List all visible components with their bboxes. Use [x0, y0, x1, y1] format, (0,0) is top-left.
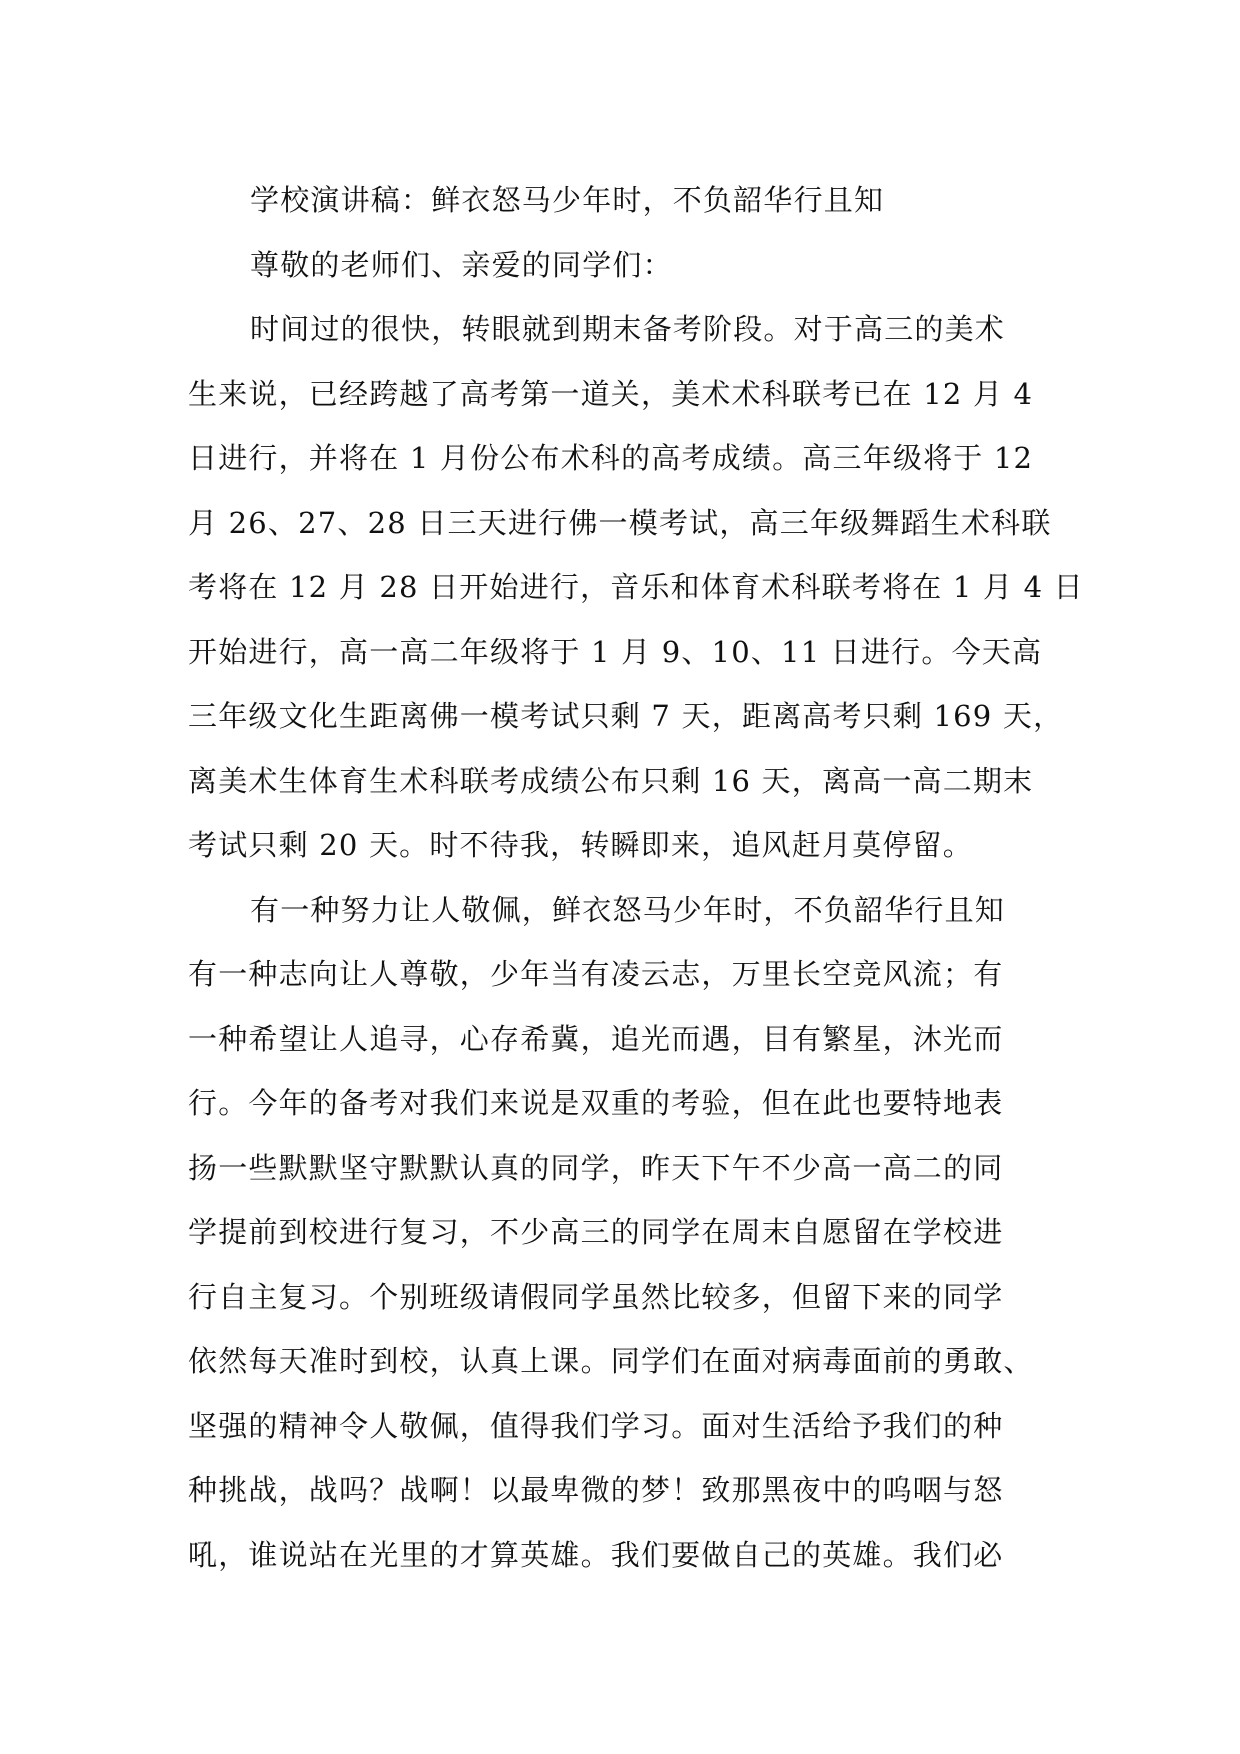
body-text-line: 依然每天准时到校，认真上课。同学们在面对病毒面前的勇敢、: [188, 1344, 1034, 1378]
body-text-line: 一种希望让人追寻，心存希冀，追光而遇，目有繁星，沐光而: [188, 1021, 1004, 1056]
body-text-line: 种挑战，战吗？战啊！以最卑微的梦！致那黑夜中的呜咽与怒: [188, 1473, 1004, 1507]
body-text-line: 日进行，并将在 1 月份公布术科的高考成绩。高三年级将于 12: [188, 441, 1034, 475]
body-text-line: 考将在 12 月 28 日开始进行，音乐和体育术科联考将在 1 月 4 日: [188, 570, 1084, 604]
body-text-line: 行自主复习。个别班级请假同学虽然比较多，但留下来的同学: [188, 1279, 1004, 1314]
body-text-line: 学提前到校进行复习，不少高三的同学在周末自愿留在学校进: [188, 1215, 1004, 1249]
body-text-line: 吼，谁说站在光里的才算英雄。我们要做自己的英雄。我们必: [188, 1537, 1004, 1572]
document-body: [188, 168, 1084, 1587]
body-text-line: 开始进行，高一高二年级将于 1 月 9、10、11 日进行。今天高: [188, 634, 1043, 669]
body-text-line: 三年级文化生距离佛一模考试只剩 7 天，距离高考只剩 169 天，: [188, 699, 1064, 733]
body-text-line: 行。今年的备考对我们来说是双重的考验，但在此也要特地表: [188, 1086, 1004, 1120]
body-text-line: 月 26、27、28 日三天进行佛一模考试，高三年级舞蹈生术科联: [188, 505, 1052, 540]
body-text-line: 考试只剩 20 天。时不待我，转瞬即来，追风赶月莫停留。: [188, 828, 973, 862]
body-text-line: 有一种志向让人尊敬，少年当有凌云志，万里长空竞风流；有: [188, 957, 1004, 991]
body-text-line: 有一种努力让人敬佩，鲜衣怒马少年时，不负韶华行且知: [250, 892, 1006, 927]
body-text-line: 时间过的很快，转眼就到期末备考阶段。对于高三的美术: [250, 312, 1006, 346]
body-text-line: 扬一些默默坚守默默认真的同学，昨天下午不少高一高二的同: [188, 1150, 1004, 1185]
body-text-line: 尊敬的老师们、亲爱的同学们：: [250, 247, 673, 282]
body-text-line: 坚强的精神令人敬佩，值得我们学习。面对生活给予我们的种: [188, 1408, 1004, 1443]
document-title: 学校演讲稿：鲜衣怒马少年时，不负韶华行且知: [250, 183, 885, 217]
body-text-line: 生来说，已经跨越了高考第一道关，美术术科联考已在 12 月 4: [188, 376, 1034, 411]
body-text-line: 离美术生体育生术科联考成绩公布只剩 16 天，离高一高二期末: [188, 763, 1034, 798]
